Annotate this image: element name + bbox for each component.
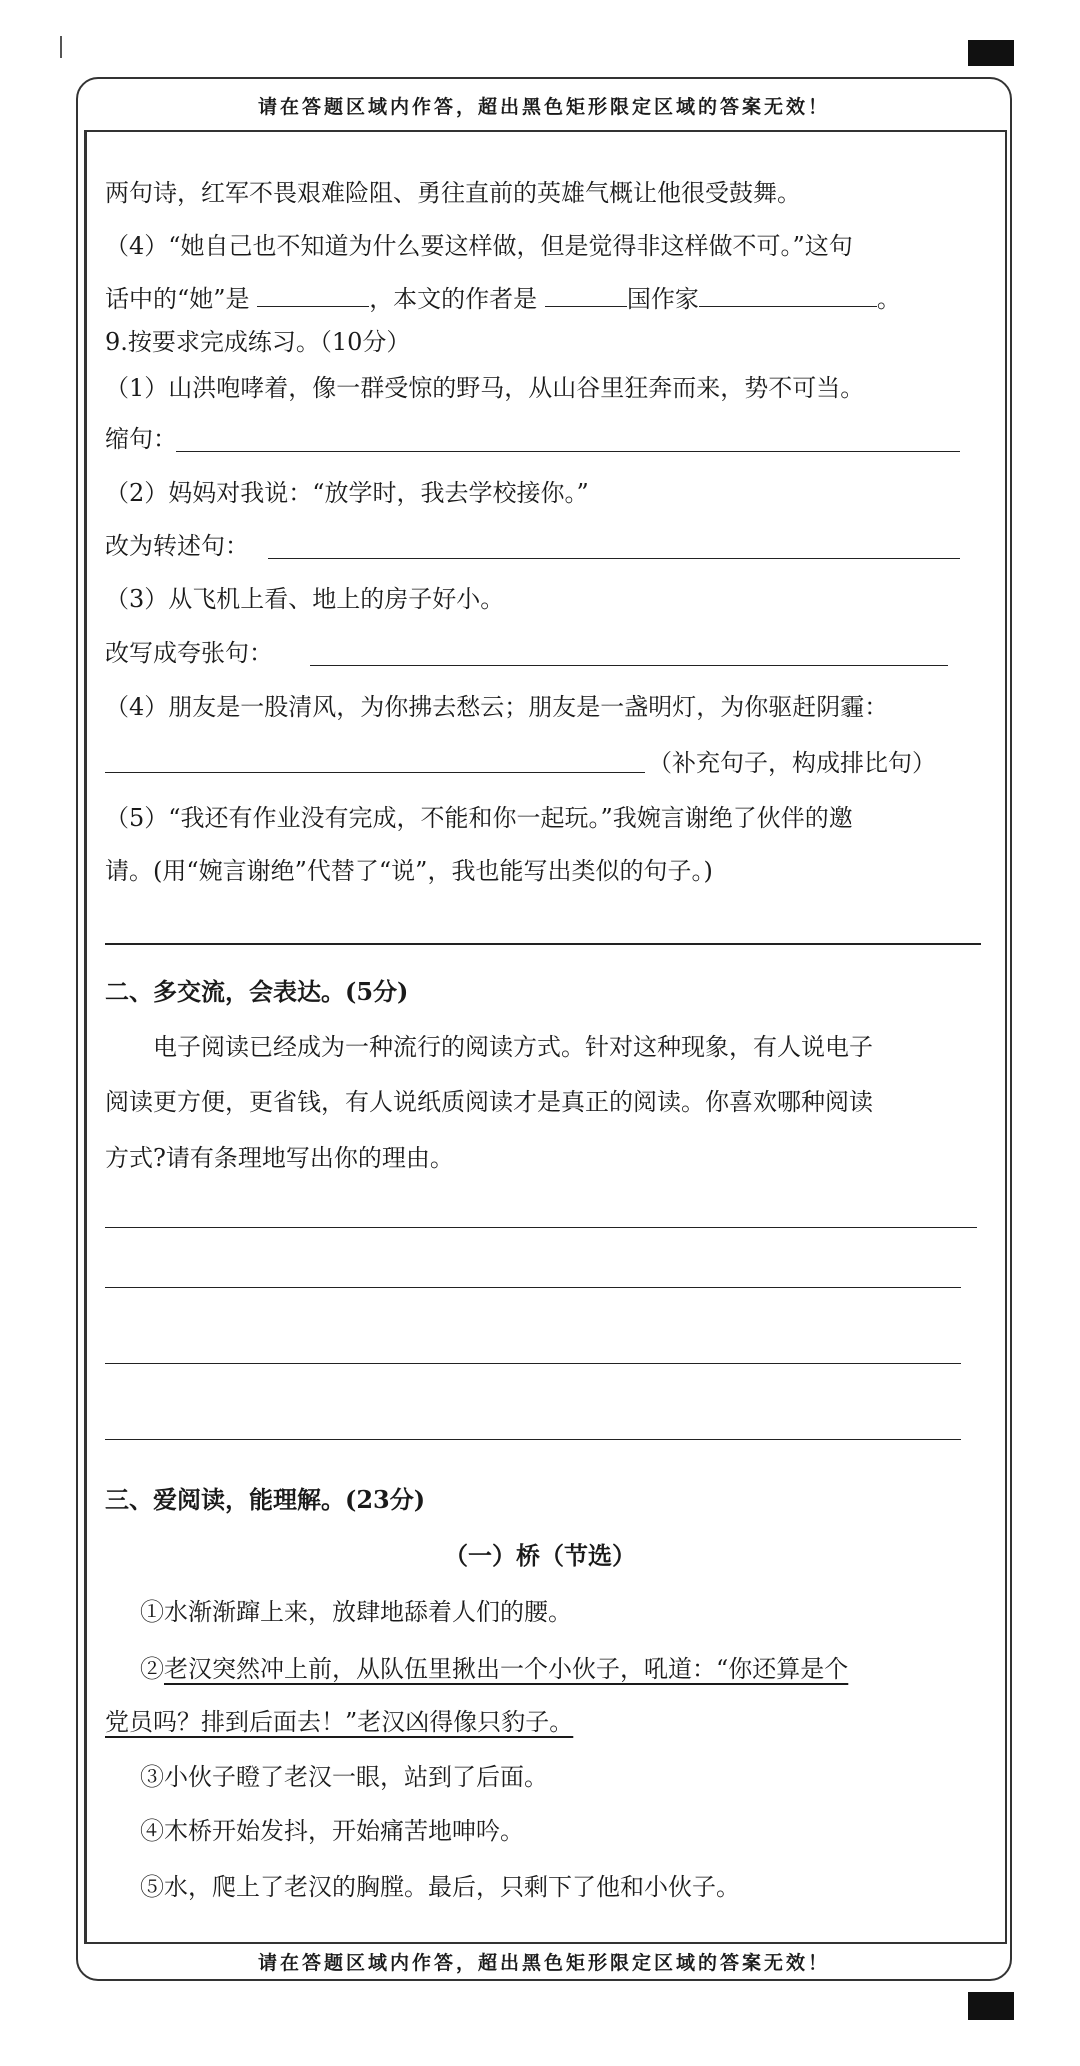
section-2-paragraph: 阅读更方便，更省钱，有人说纸质阅读才是真正的阅读。你喜欢哪种阅读 xyxy=(105,1088,873,1116)
q9-4-hint: （补充句子，构成排比句） xyxy=(648,749,936,777)
text-segment: 国作家 xyxy=(626,285,699,313)
q9-3-prompt: （3）从飞机上看、地上的房子好小。 xyxy=(105,585,505,613)
passage-sentence-2 xyxy=(140,1654,848,1684)
passage-sentence-5: ⑤水，爬上了老汉的胸膛。最后，只剩下了他和小伙子。 xyxy=(140,1873,740,1901)
essay-answer-line[interactable] xyxy=(105,1363,961,1364)
passage-title: （一）桥（节选） xyxy=(444,1541,636,1570)
q8-4-prompt: （4）“她自己也不知道为什么要这样做，但是觉得非这样做不可。”这句 xyxy=(105,232,853,260)
q9-3-answer-line[interactable] xyxy=(310,665,948,666)
underlined-text: 党员吗？排到后面去！”老汉凶得像只豹子。 xyxy=(105,1708,574,1736)
passage-sentence-1: ①水渐渐蹿上来，放肆地舔着人们的腰。 xyxy=(140,1598,572,1626)
passage-sentence-2-cont xyxy=(105,1707,573,1737)
answer-blank-she[interactable] xyxy=(257,284,369,307)
sentence-marker: ② xyxy=(140,1655,164,1683)
text-line: 两句诗，红军不畏艰难险阻、勇往直前的英雄气概让他很受鼓舞。 xyxy=(105,179,801,207)
q9-2-answer-line[interactable] xyxy=(268,558,960,559)
alignment-mark-top xyxy=(968,40,1014,66)
underlined-text: 老汉突然冲上前，从队伍里揪出一个小伙子，吼道：“你还算是个 xyxy=(164,1655,849,1683)
q9-3-label: 改写成夸张句： xyxy=(105,639,273,667)
essay-answer-line[interactable] xyxy=(105,1439,961,1440)
section-2-paragraph: 电子阅读已经成为一种流行的阅读方式。针对这种现象，有人说电子 xyxy=(153,1033,873,1061)
answer-blank-country[interactable] xyxy=(545,284,627,307)
essay-answer-line[interactable] xyxy=(105,1287,961,1288)
q9-5-prompt-cont: 请。(用“婉言谢绝”代替了“说”，我也能写出类似的句子。) xyxy=(105,857,713,885)
section-2-paragraph: 方式?请有条理地写出你的理由。 xyxy=(105,1144,454,1172)
q9-2-prompt: （2）妈妈对我说：“放学时，我去学校接你。” xyxy=(105,479,589,507)
edge-tick xyxy=(60,36,62,58)
q9-heading: 9.按要求完成练习。（10分） xyxy=(105,328,411,356)
q8-4-fill-line xyxy=(105,284,901,314)
text-segment: ，本文的作者是 xyxy=(369,285,538,313)
q9-5-answer-line[interactable] xyxy=(105,943,981,945)
passage-sentence-4: ④木桥开始发抖，开始痛苦地呻吟。 xyxy=(140,1817,524,1845)
passage-sentence-3: ③小伙子瞪了老汉一眼，站到了后面。 xyxy=(140,1763,548,1791)
alignment-mark-bottom xyxy=(968,1992,1014,2020)
q9-5-prompt: （5）“我还有作业没有完成，不能和你一起玩。”我婉言谢绝了伙伴的邀 xyxy=(105,804,853,832)
text-segment: 。 xyxy=(876,285,901,313)
notice-top: 请在答题区域内作答，超出黑色矩形限定区域的答案无效！ xyxy=(257,96,830,118)
q9-4-answer-line[interactable] xyxy=(105,772,645,773)
section-3-title: 三、爱阅读，能理解。(23分) xyxy=(105,1485,426,1514)
q9-1-answer-line[interactable] xyxy=(176,451,960,452)
text-segment: 话中的“她”是 xyxy=(105,285,250,313)
q9-1-prompt: （1）山洪咆哮着，像一群受惊的野马，从山谷里狂奔而来，势不可当。 xyxy=(105,374,865,402)
q9-4-prompt: （4）朋友是一股清风，为你拂去愁云；朋友是一盏明灯，为你驱赶阴霾： xyxy=(105,693,889,721)
notice-bottom: 请在答题区域内作答，超出黑色矩形限定区域的答案无效！ xyxy=(257,1952,830,1974)
answer-blank-author[interactable] xyxy=(699,284,877,307)
q9-1-label: 缩句： xyxy=(105,425,177,453)
section-2-title: 二、多交流，会表达。(5分) xyxy=(105,977,409,1006)
essay-answer-line[interactable] xyxy=(105,1227,977,1228)
q9-2-label: 改为转述句： xyxy=(105,532,249,560)
